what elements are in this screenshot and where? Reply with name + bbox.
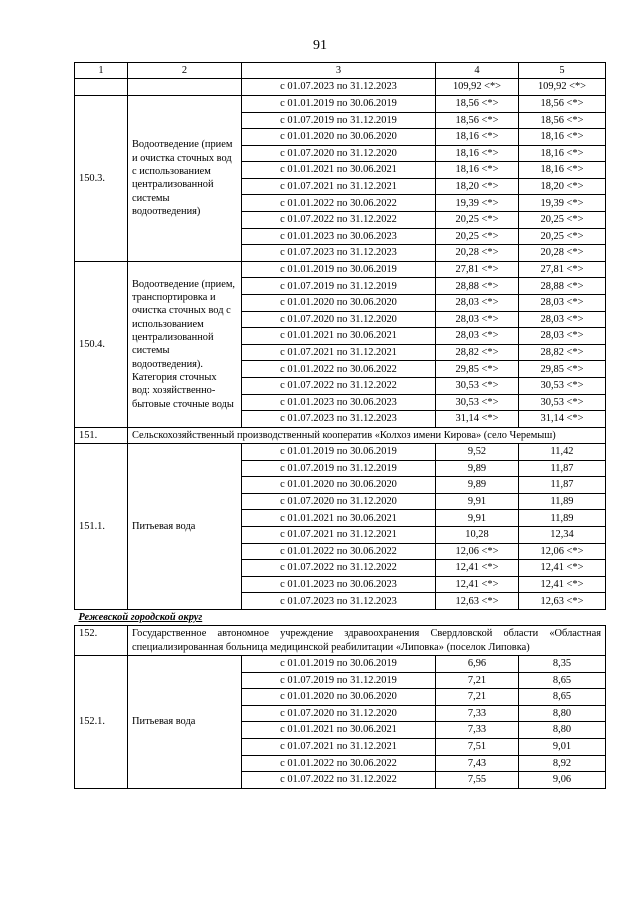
period-cell: с 01.01.2020 по 30.06.2020	[242, 689, 436, 706]
period-cell: с 01.07.2021 по 31.12.2021	[242, 344, 436, 361]
value-cell-4: 12,06 <*>	[436, 543, 519, 560]
value-cell-5: 19,39 <*>	[519, 195, 606, 212]
item-number: 152.1.	[75, 655, 128, 788]
period-cell: с 01.01.2023 по 30.06.2023	[242, 394, 436, 411]
table-row	[75, 261, 606, 278]
period-cell: с 01.07.2021 по 31.12.2021	[242, 527, 436, 544]
table-row	[75, 95, 606, 112]
period-cell: с 01.01.2021 по 30.06.2021	[242, 722, 436, 739]
header-cell-5: 5	[519, 63, 606, 79]
service-name: Питьевая вода	[128, 655, 242, 788]
value-cell-4: 9,89	[436, 477, 519, 494]
value-cell-5: 9,06	[519, 772, 606, 789]
value-cell-5: 11,87	[519, 477, 606, 494]
value-cell-5: 11,87	[519, 460, 606, 477]
header-row	[75, 63, 606, 79]
region-heading: Режевской городской округ	[75, 610, 606, 626]
value-cell-4: 18,56 <*>	[436, 112, 519, 129]
period-cell: с 01.07.2020 по 31.12.2020	[242, 705, 436, 722]
value-cell-5: 28,88 <*>	[519, 278, 606, 295]
value-cell-4: 18,16 <*>	[436, 145, 519, 162]
value-cell-4: 28,03 <*>	[436, 328, 519, 345]
period-cell: с 01.01.2021 по 30.06.2021	[242, 328, 436, 345]
value-cell-5: 28,03 <*>	[519, 311, 606, 328]
value-cell-4: 28,03 <*>	[436, 295, 519, 312]
value-cell-4: 18,16 <*>	[436, 129, 519, 146]
value-cell-4: 27,81 <*>	[436, 261, 519, 278]
value-cell-4: 7,33	[436, 705, 519, 722]
value-cell-4: 28,82 <*>	[436, 344, 519, 361]
value-cell-5: 12,41 <*>	[519, 576, 606, 593]
region-row	[75, 610, 606, 626]
value-cell-5: 18,16 <*>	[519, 129, 606, 146]
value-cell-4: 28,03 <*>	[436, 311, 519, 328]
value-cell-5: 12,41 <*>	[519, 560, 606, 577]
value-cell-4: 7,21	[436, 672, 519, 689]
period-cell: с 01.07.2021 по 31.12.2021	[242, 178, 436, 195]
service-name: Водоотведение (прием, транспортировка и очистка сточных вод с использованием централизованной системы водоотведения). Категория сточных вод: хозяйственно-бытовые сточные воды	[128, 261, 242, 427]
value-cell-5: 28,03 <*>	[519, 295, 606, 312]
period-cell: с 01.07.2023 по 31.12.2023	[242, 79, 436, 96]
service-name: Питьевая вода	[128, 444, 242, 610]
period-cell: с 01.07.2019 по 31.12.2019	[242, 278, 436, 295]
value-cell-5: 18,20 <*>	[519, 178, 606, 195]
header-cell-4: 4	[436, 63, 519, 79]
value-cell-4: 109,92 <*>	[436, 79, 519, 96]
value-cell-5: 12,34	[519, 527, 606, 544]
value-cell-5: 8,80	[519, 705, 606, 722]
value-cell-5: 18,16 <*>	[519, 162, 606, 179]
value-cell-4: 30,53 <*>	[436, 394, 519, 411]
item-number: 152.	[75, 626, 128, 656]
value-cell-5: 18,56 <*>	[519, 95, 606, 112]
value-cell-4: 9,52	[436, 444, 519, 461]
header-cell-1: 1	[75, 63, 128, 79]
value-cell-5: 30,53 <*>	[519, 378, 606, 395]
value-cell-5: 11,89	[519, 510, 606, 527]
value-cell-5: 8,80	[519, 722, 606, 739]
value-cell-4: 9,91	[436, 493, 519, 510]
value-cell-5: 20,28 <*>	[519, 245, 606, 262]
table-row	[75, 79, 606, 96]
value-cell-4: 19,39 <*>	[436, 195, 519, 212]
value-cell-5: 29,85 <*>	[519, 361, 606, 378]
item-number: 150.3.	[75, 95, 128, 261]
value-cell-5: 18,16 <*>	[519, 145, 606, 162]
period-cell: с 01.07.2019 по 31.12.2019	[242, 460, 436, 477]
value-cell-5: 30,53 <*>	[519, 394, 606, 411]
period-cell: с 01.07.2020 по 31.12.2020	[242, 145, 436, 162]
header-cell-3: 3	[242, 63, 436, 79]
value-cell-4: 20,28 <*>	[436, 245, 519, 262]
period-cell: с 01.01.2022 по 30.06.2022	[242, 195, 436, 212]
organization-name: Сельскохозяйственный производственный кооператив «Колхоз имени Кирова» (село Черемыш)	[128, 427, 606, 443]
period-cell: с 01.01.2022 по 30.06.2022	[242, 361, 436, 378]
value-cell-4: 9,91	[436, 510, 519, 527]
value-cell-5: 8,65	[519, 689, 606, 706]
period-cell: с 01.07.2022 по 31.12.2022	[242, 772, 436, 789]
organization-row	[75, 626, 606, 656]
value-cell-4: 7,51	[436, 738, 519, 755]
value-cell-4: 9,89	[436, 460, 519, 477]
value-cell-4: 12,41 <*>	[436, 560, 519, 577]
empty-cell	[128, 79, 242, 96]
period-cell: с 01.01.2023 по 30.06.2023	[242, 576, 436, 593]
value-cell-4: 29,85 <*>	[436, 361, 519, 378]
period-cell: с 01.01.2021 по 30.06.2021	[242, 510, 436, 527]
organization-row	[75, 427, 606, 443]
table-row	[75, 444, 606, 461]
item-number: 150.4.	[75, 261, 128, 427]
value-cell-4: 12,63 <*>	[436, 593, 519, 610]
period-cell: с 01.07.2023 по 31.12.2023	[242, 411, 436, 428]
value-cell-5: 8,65	[519, 672, 606, 689]
value-cell-5: 27,81 <*>	[519, 261, 606, 278]
value-cell-4: 7,33	[436, 722, 519, 739]
period-cell: с 01.01.2019 по 30.06.2019	[242, 95, 436, 112]
value-cell-4: 18,16 <*>	[436, 162, 519, 179]
value-cell-4: 7,55	[436, 772, 519, 789]
value-cell-5: 12,06 <*>	[519, 543, 606, 560]
value-cell-5: 11,89	[519, 493, 606, 510]
page-number: 91	[313, 38, 327, 53]
period-cell: с 01.07.2022 по 31.12.2022	[242, 212, 436, 229]
value-cell-5: 11,42	[519, 444, 606, 461]
tariff-table	[74, 62, 606, 789]
value-cell-5: 28,82 <*>	[519, 344, 606, 361]
period-cell: с 01.01.2022 по 30.06.2022	[242, 543, 436, 560]
value-cell-5: 28,03 <*>	[519, 328, 606, 345]
period-cell: с 01.07.2021 по 31.12.2021	[242, 738, 436, 755]
value-cell-5: 109,92 <*>	[519, 79, 606, 96]
header-cell-2: 2	[128, 63, 242, 79]
period-cell: с 01.01.2022 по 30.06.2022	[242, 755, 436, 772]
value-cell-4: 7,21	[436, 689, 519, 706]
period-cell: с 01.01.2020 по 30.06.2020	[242, 477, 436, 494]
period-cell: с 01.07.2023 по 31.12.2023	[242, 593, 436, 610]
period-cell: с 01.01.2019 по 30.06.2019	[242, 261, 436, 278]
value-cell-5: 18,56 <*>	[519, 112, 606, 129]
table-row	[75, 655, 606, 672]
period-cell: с 01.07.2020 по 31.12.2020	[242, 311, 436, 328]
period-cell: с 01.07.2022 по 31.12.2022	[242, 378, 436, 395]
period-cell: с 01.01.2021 по 30.06.2021	[242, 162, 436, 179]
period-cell: с 01.07.2022 по 31.12.2022	[242, 560, 436, 577]
value-cell-5: 12,63 <*>	[519, 593, 606, 610]
value-cell-4: 12,41 <*>	[436, 576, 519, 593]
value-cell-4: 31,14 <*>	[436, 411, 519, 428]
value-cell-4: 18,56 <*>	[436, 95, 519, 112]
value-cell-5: 20,25 <*>	[519, 212, 606, 229]
period-cell: с 01.01.2023 по 30.06.2023	[242, 228, 436, 245]
value-cell-4: 20,25 <*>	[436, 228, 519, 245]
period-cell: с 01.07.2020 по 31.12.2020	[242, 493, 436, 510]
value-cell-5: 20,25 <*>	[519, 228, 606, 245]
organization-name: Государственное автономное учреждение здравоохранения Свердловской области «Областная специализированная больница медицинской реабилитации «Липовка» (поселок Липовка)	[128, 626, 606, 656]
period-cell: с 01.01.2020 по 30.06.2020	[242, 129, 436, 146]
item-number: 151.	[75, 427, 128, 443]
value-cell-5: 8,35	[519, 655, 606, 672]
period-cell: с 01.01.2019 по 30.06.2019	[242, 444, 436, 461]
item-number: 151.1.	[75, 444, 128, 610]
tariff-table-body	[75, 63, 606, 789]
empty-cell	[75, 79, 128, 96]
value-cell-4: 28,88 <*>	[436, 278, 519, 295]
service-name: Водоотведение (прием и очистка сточных вод с использованием централизованной системы водоотведения)	[128, 95, 242, 261]
value-cell-4: 7,43	[436, 755, 519, 772]
period-cell: с 01.07.2019 по 31.12.2019	[242, 112, 436, 129]
period-cell: с 01.01.2019 по 30.06.2019	[242, 655, 436, 672]
value-cell-5: 9,01	[519, 738, 606, 755]
period-cell: с 01.07.2019 по 31.12.2019	[242, 672, 436, 689]
value-cell-5: 8,92	[519, 755, 606, 772]
period-cell: с 01.01.2020 по 30.06.2020	[242, 295, 436, 312]
value-cell-4: 30,53 <*>	[436, 378, 519, 395]
value-cell-4: 10,28	[436, 527, 519, 544]
value-cell-4: 6,96	[436, 655, 519, 672]
value-cell-4: 18,20 <*>	[436, 178, 519, 195]
value-cell-4: 20,25 <*>	[436, 212, 519, 229]
value-cell-5: 31,14 <*>	[519, 411, 606, 428]
period-cell: с 01.07.2023 по 31.12.2023	[242, 245, 436, 262]
